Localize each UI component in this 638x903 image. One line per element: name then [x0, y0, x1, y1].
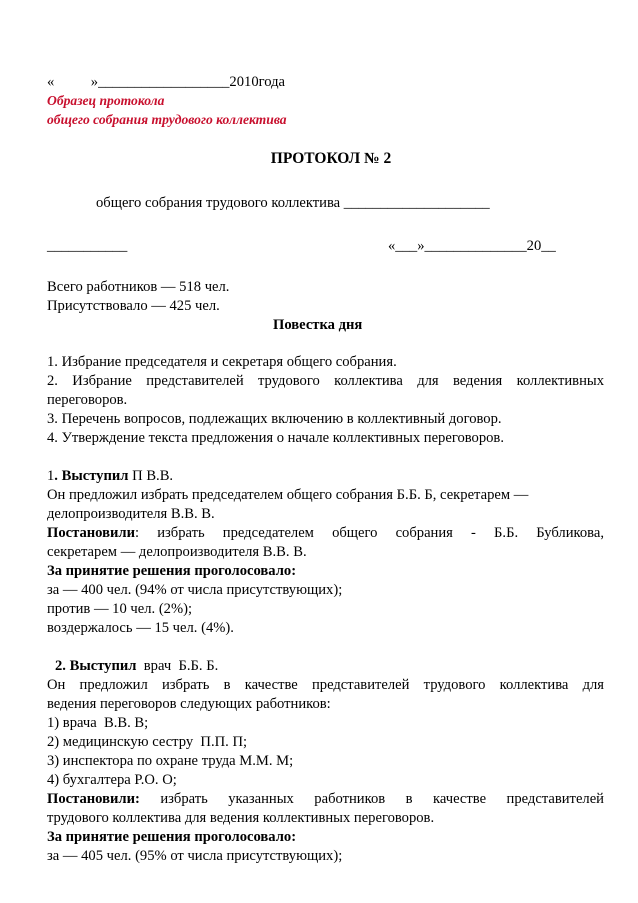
item2-proposal-line2: ведения переговоров следующих работников: [47, 696, 331, 712]
item1-spoke-label: . Выступил [54, 468, 129, 484]
item1-vote-title: За принятие решения проголосовало: [47, 563, 297, 579]
item2-heading [55, 657, 218, 675]
item2-speaker: врач Б.Б. Б. [136, 658, 219, 674]
present-workers: Присутствовало — 425 чел. [47, 298, 220, 314]
document-subtitle: общего собрания трудового коллектива ____________________ [96, 195, 490, 211]
item2-resolved-text: избрать указанных работников в качестве представителей [139, 791, 604, 807]
place-line: ___________ [47, 238, 128, 254]
item1-proposal-line1: Он предложил избрать председателем общего собрания Б.Б. Б, секретарем — [47, 487, 529, 503]
item2-resolved-label: Постановили: [47, 791, 140, 807]
item2-proposal-line1: Он предложил избрать в качестве представителей трудового коллектива для [47, 677, 604, 693]
item2-list-item: 1) врача В.В. В; [47, 715, 149, 731]
item1-speaker: П В.В. [128, 468, 174, 484]
item2-list-item: 2) медицинскую сестру П.П. П; [47, 734, 248, 750]
total-workers: Всего работников — 518 чел. [47, 279, 230, 295]
item1-resolved-text: : избрать председателем общего собрания - Б.Б. Бубликова, [135, 525, 604, 541]
item2-spoke-label: 2. Выступил [55, 658, 137, 674]
agenda-item: 1. Избрание председателя и секретаря общего собрания. [47, 354, 397, 370]
agenda-item: 3. Перечень вопросов, подлежащих включению в коллективный договор. [47, 411, 502, 427]
item1-resolved-label: Постановили [47, 525, 135, 541]
item2-vote-title: За принятие решения проголосовало: [47, 829, 297, 845]
item1-vote-for: за — 400 чел. (94% от числа присутствующих); [47, 582, 343, 598]
item2-vote-for: за — 405 чел. (95% от числа присутствующих); [47, 848, 343, 864]
date-blank-line: «___»______________20__ [388, 238, 556, 254]
item2-resolution-line2: трудового коллектива для ведения коллективных переговоров. [47, 810, 435, 826]
item1-proposal-line2: делопроизводителя В.В. В. [47, 506, 215, 522]
item2-list-item: 3) инспектора по охране труда М.М. М; [47, 753, 294, 769]
document-title: ПРОТОКОЛ № 2 [270, 150, 392, 167]
item1-vote-abstain: воздержалось — 15 чел. (4%). [47, 620, 234, 636]
agenda-item: переговоров. [47, 392, 128, 408]
agenda-item: 4. Утверждение текста предложения о начале коллективных переговоров. [47, 430, 504, 446]
item2-list-item: 4) бухгалтера Р.О. О; [47, 772, 177, 788]
date-line: « »__________________2010года [47, 74, 286, 90]
item1-vote-against: против — 10 чел. (2%); [47, 601, 193, 617]
sample-label-line1: Образец протокола [47, 93, 165, 108]
item1-resolution-line1 [47, 524, 604, 542]
sample-label-line2: общего собрания трудового коллектива [47, 112, 287, 127]
item2-resolution-line1 [47, 790, 604, 808]
item1-number: 1 [47, 468, 55, 484]
item1-heading [47, 467, 173, 485]
agenda-title: Повестка дня [273, 317, 363, 333]
agenda-item: 2. Избрание представителей трудового коллектива для ведения коллективных [47, 373, 604, 389]
item1-resolution-line2: секретарем — делопроизводителя В.В. В. [47, 544, 307, 560]
